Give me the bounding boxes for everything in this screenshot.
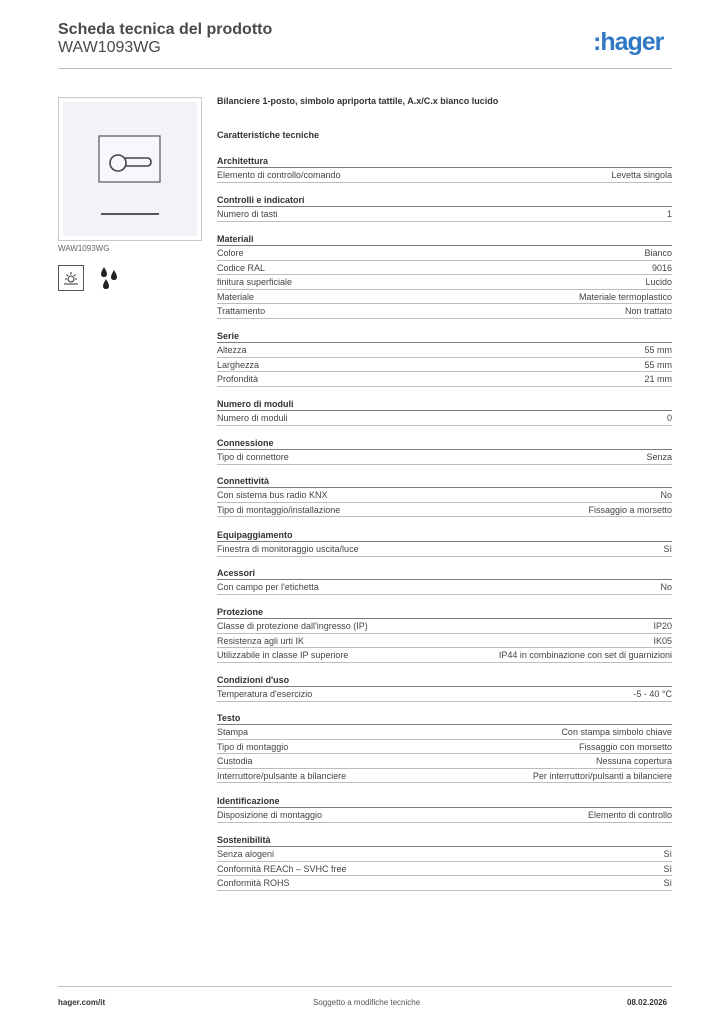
section-numero-moduli bbox=[217, 397, 672, 426]
spec-row: Custodia Nessuna copertura bbox=[217, 754, 672, 769]
spec-row: Tipo di montaggio Fissaggio con morsetto bbox=[217, 740, 672, 755]
section-condizioni-uso bbox=[217, 673, 672, 702]
spec-row: Elemento di controllo/comando Levetta singola bbox=[217, 168, 672, 183]
section-connettivita bbox=[217, 474, 672, 517]
spec-row: Materiale Materiale termoplastico bbox=[217, 290, 672, 305]
spec-row: Utilizzabile in classe IP superiore IP44 in combinazione con set di guarnizioni bbox=[217, 648, 672, 663]
section-architettura bbox=[217, 154, 672, 183]
section-title: Connettività bbox=[217, 474, 672, 488]
section-acessori bbox=[217, 566, 672, 595]
section-identificazione bbox=[217, 794, 672, 823]
section-materiali bbox=[217, 232, 672, 319]
footer-note: Soggetto a modifiche tecniche bbox=[313, 998, 421, 1007]
spec-row: Colore Bianco bbox=[217, 246, 672, 261]
spec-row: Altezza 55 mm bbox=[217, 343, 672, 358]
drip-water-icon bbox=[96, 265, 122, 291]
section-title: Protezione bbox=[217, 605, 672, 619]
spec-row: Resistenza agli urti IK IK05 bbox=[217, 634, 672, 649]
spec-row: Con sistema bus radio KNX No bbox=[217, 488, 672, 503]
spec-row: Numero di moduli 0 bbox=[217, 411, 672, 426]
section-title: Condizioni d'uso bbox=[217, 673, 672, 687]
footer-date: 08.02.2026 bbox=[627, 998, 668, 1007]
characteristics-heading: Caratteristiche tecniche bbox=[217, 130, 320, 140]
section-equipaggiamento bbox=[217, 528, 672, 557]
footer-website-link[interactable]: hager.com/it bbox=[58, 998, 106, 1007]
spec-row: finitura superficiale Lucido bbox=[217, 275, 672, 290]
section-serie bbox=[217, 329, 672, 387]
spec-row: Larghezza 55 mm bbox=[217, 358, 672, 373]
spec-row: Conformità ROHS Sì bbox=[217, 876, 672, 891]
section-sostenibilita bbox=[217, 833, 672, 891]
section-title: Acessori bbox=[217, 566, 672, 580]
section-title: Materiali bbox=[217, 232, 672, 246]
header-divider bbox=[58, 68, 672, 69]
section-title: Architettura bbox=[217, 154, 672, 168]
spec-row: Disposizione di montaggio Elemento di controllo bbox=[217, 808, 672, 823]
spec-row: Senza alogeni Sì bbox=[217, 847, 672, 862]
spec-content bbox=[217, 96, 672, 889]
section-title: Numero di moduli bbox=[217, 397, 672, 411]
indoor-use-icon bbox=[58, 265, 84, 291]
spec-row: Finestra di monitoraggio uscita/luce Sì bbox=[217, 542, 672, 557]
page-title: Scheda tecnica del prodotto bbox=[58, 21, 273, 38]
door-handle-symbol-icon bbox=[59, 98, 203, 242]
spec-row: Con campo per l'etichetta No bbox=[217, 580, 672, 595]
image-caption: WAW1093WG bbox=[58, 244, 110, 253]
section-controlli bbox=[217, 193, 672, 222]
section-title: Testo bbox=[217, 711, 672, 725]
section-title: Connessione bbox=[217, 436, 672, 450]
section-testo bbox=[217, 711, 672, 783]
spec-row: Stampa Con stampa simbolo chiave bbox=[217, 725, 672, 740]
spec-row: Conformità REACh – SVHC free Sì bbox=[217, 862, 672, 877]
section-protezione bbox=[217, 605, 672, 663]
product-description: Bilanciere 1-posto, simbolo apriporta tattile, A.x/C.x bianco lucido bbox=[217, 96, 499, 106]
footer-divider bbox=[58, 986, 672, 987]
section-title: Identificazione bbox=[217, 794, 672, 808]
spec-row: Interruttore/pulsante a bilanciere Per interruttori/pulsanti a bilanciere bbox=[217, 769, 672, 784]
spec-row: Profondità 21 mm bbox=[217, 372, 672, 387]
spec-row: Trattamento Non trattato bbox=[217, 304, 672, 319]
spec-row: Tipo di montaggio/installazione Fissaggio a morsetto bbox=[217, 503, 672, 518]
product-code: WAW1093WG bbox=[58, 39, 161, 56]
section-title: Equipaggiamento bbox=[217, 528, 672, 542]
spec-row: Tipo di connettore Senza bbox=[217, 450, 672, 465]
spec-row: Temperatura d'esercizio -5 - 40 °C bbox=[217, 687, 672, 702]
section-title: Sostenibilità bbox=[217, 833, 672, 847]
spec-row: Numero di tasti 1 bbox=[217, 207, 672, 222]
hager-logo: :hager bbox=[593, 28, 664, 56]
spec-row: Classe di protezione dall'ingresso (IP) IP20 bbox=[217, 619, 672, 634]
product-image bbox=[58, 97, 202, 241]
spec-row: Codice RAL 9016 bbox=[217, 261, 672, 276]
section-title: Controlli e indicatori bbox=[217, 193, 672, 207]
section-title: Serie bbox=[217, 329, 672, 343]
section-connessione bbox=[217, 436, 672, 465]
